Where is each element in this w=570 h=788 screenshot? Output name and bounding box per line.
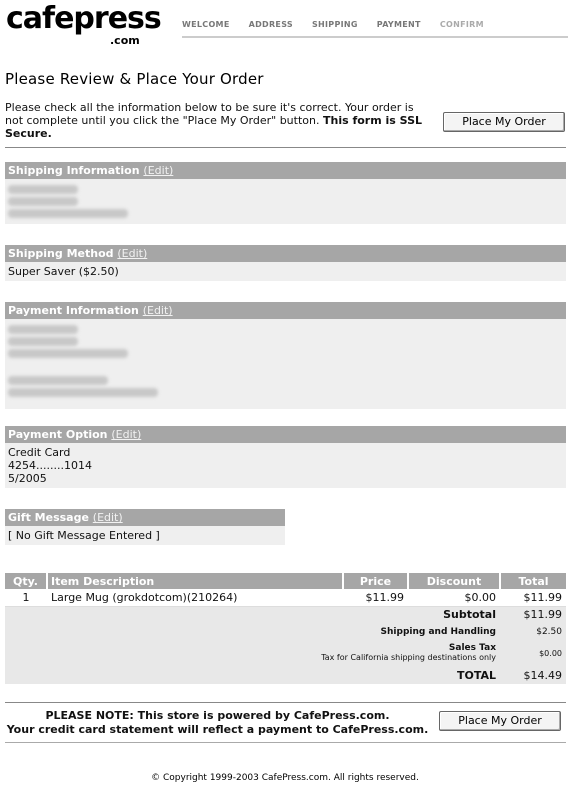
page-title: Please Review & Place Your Order — [5, 70, 264, 88]
shipping-row — [5, 623, 566, 640]
section-header — [5, 302, 566, 319]
redacted-payment-info — [5, 319, 566, 409]
payment-option-body — [5, 443, 566, 488]
redacted-line — [8, 388, 158, 397]
redacted-line — [8, 209, 128, 218]
step-welcome: WELCOME — [182, 20, 230, 29]
checkout-steps — [182, 20, 503, 34]
step-shipping: SHIPPING — [311, 20, 358, 29]
table-row — [5, 589, 566, 606]
edit-gift-message-link[interactable]: (Edit) — [92, 511, 123, 524]
item-discount: $0.00 — [408, 589, 500, 606]
total-label: TOTAL — [5, 666, 500, 684]
redacted-line — [8, 337, 78, 346]
header — [0, 0, 570, 60]
intro-body: Please check all the information below to be sure it's correct. Your order is not complete until you click the "Place My Order" button. — [5, 101, 414, 127]
place-order-button-top[interactable]: Place My Order — [443, 112, 565, 132]
place-order-button-bottom[interactable]: Place My Order — [439, 711, 561, 731]
gift-message-value: [ No Gift Message Entered ] — [5, 526, 285, 545]
shipping-method-section — [5, 245, 566, 281]
shipping-method-value: Super Saver ($2.50) — [5, 262, 566, 281]
edit-payment-info-link[interactable]: (Edit) — [142, 304, 173, 317]
intro-text — [5, 101, 425, 140]
tax-value: $0.00 — [500, 640, 566, 666]
divider — [5, 147, 566, 148]
item-qty: 1 — [5, 589, 47, 606]
logo-sub-text: .com — [110, 34, 140, 47]
item-description: Large Mug (grokdotcom)(210264) — [47, 589, 343, 606]
section-header — [5, 426, 566, 443]
payment-information-section — [5, 302, 566, 409]
card-number: 4254........1014 — [8, 459, 92, 472]
header-price: Price — [343, 573, 408, 589]
shipping-information-section — [5, 162, 566, 224]
note-line-1: PLEASE NOTE: This store is powered by CafePress.com. — [45, 709, 390, 722]
section-header — [5, 245, 566, 262]
header-description: Item Description — [47, 573, 343, 589]
card-expiry: 5/2005 — [8, 472, 47, 485]
tax-label: Sales Tax — [448, 643, 496, 653]
header-qty: Qty. — [5, 573, 47, 589]
steps-divider — [182, 36, 568, 38]
section-title: Shipping Information — [8, 164, 140, 177]
section-title: Payment Option — [8, 428, 108, 441]
note-line-2: Your credit card statement will reflect a payment to CafePress.com. — [6, 723, 429, 736]
header-discount: Discount — [408, 573, 500, 589]
step-confirm: CONFIRM — [439, 20, 484, 29]
divider — [5, 702, 566, 703]
redacted-line — [8, 349, 128, 358]
header-total: Total — [500, 573, 566, 589]
section-header — [5, 509, 285, 526]
copyright-footer: © Copyright 1999-2003 CafePress.com. All rights reserved. — [151, 773, 419, 783]
divider — [5, 742, 566, 743]
tax-label-cell — [5, 640, 500, 666]
order-items-table — [5, 573, 566, 684]
redacted-line — [8, 197, 78, 206]
logo-main-text: cafepress — [6, 1, 161, 36]
redacted-line — [8, 325, 78, 334]
step-payment: PAYMENT — [376, 20, 421, 29]
section-title: Shipping Method — [8, 247, 114, 260]
subtotal-label: Subtotal — [5, 606, 500, 623]
step-address: ADDRESS — [248, 20, 293, 29]
redacted-line — [8, 185, 78, 194]
payment-type: Credit Card — [8, 446, 71, 459]
gift-message-section — [5, 509, 285, 545]
subtotal-row — [5, 606, 566, 623]
item-price: $11.99 — [343, 589, 408, 606]
ssl-secure-text: This form is SSL Secure. — [5, 114, 423, 140]
redacted-shipping-address — [5, 179, 566, 224]
cafepress-logo[interactable] — [6, 1, 161, 50]
edit-shipping-info-link[interactable]: (Edit) — [143, 164, 174, 177]
total-row — [5, 666, 566, 684]
section-title: Gift Message — [8, 511, 89, 524]
edit-payment-option-link[interactable]: (Edit) — [111, 428, 142, 441]
item-total: $11.99 — [500, 589, 566, 606]
spacer — [8, 361, 563, 373]
section-title: Payment Information — [8, 304, 139, 317]
tax-note: Tax for California shipping destinations only — [321, 653, 496, 662]
tax-row — [5, 640, 566, 666]
shipping-label: Shipping and Handling — [5, 623, 500, 640]
redacted-line — [8, 376, 108, 385]
edit-shipping-method-link[interactable]: (Edit) — [117, 247, 148, 260]
payment-option-section — [5, 426, 566, 488]
section-header — [5, 162, 566, 179]
total-value: $14.49 — [500, 666, 566, 684]
subtotal-value: $11.99 — [500, 606, 566, 623]
shipping-value: $2.50 — [500, 623, 566, 640]
processor-note — [5, 709, 430, 737]
table-header-row — [5, 573, 566, 589]
